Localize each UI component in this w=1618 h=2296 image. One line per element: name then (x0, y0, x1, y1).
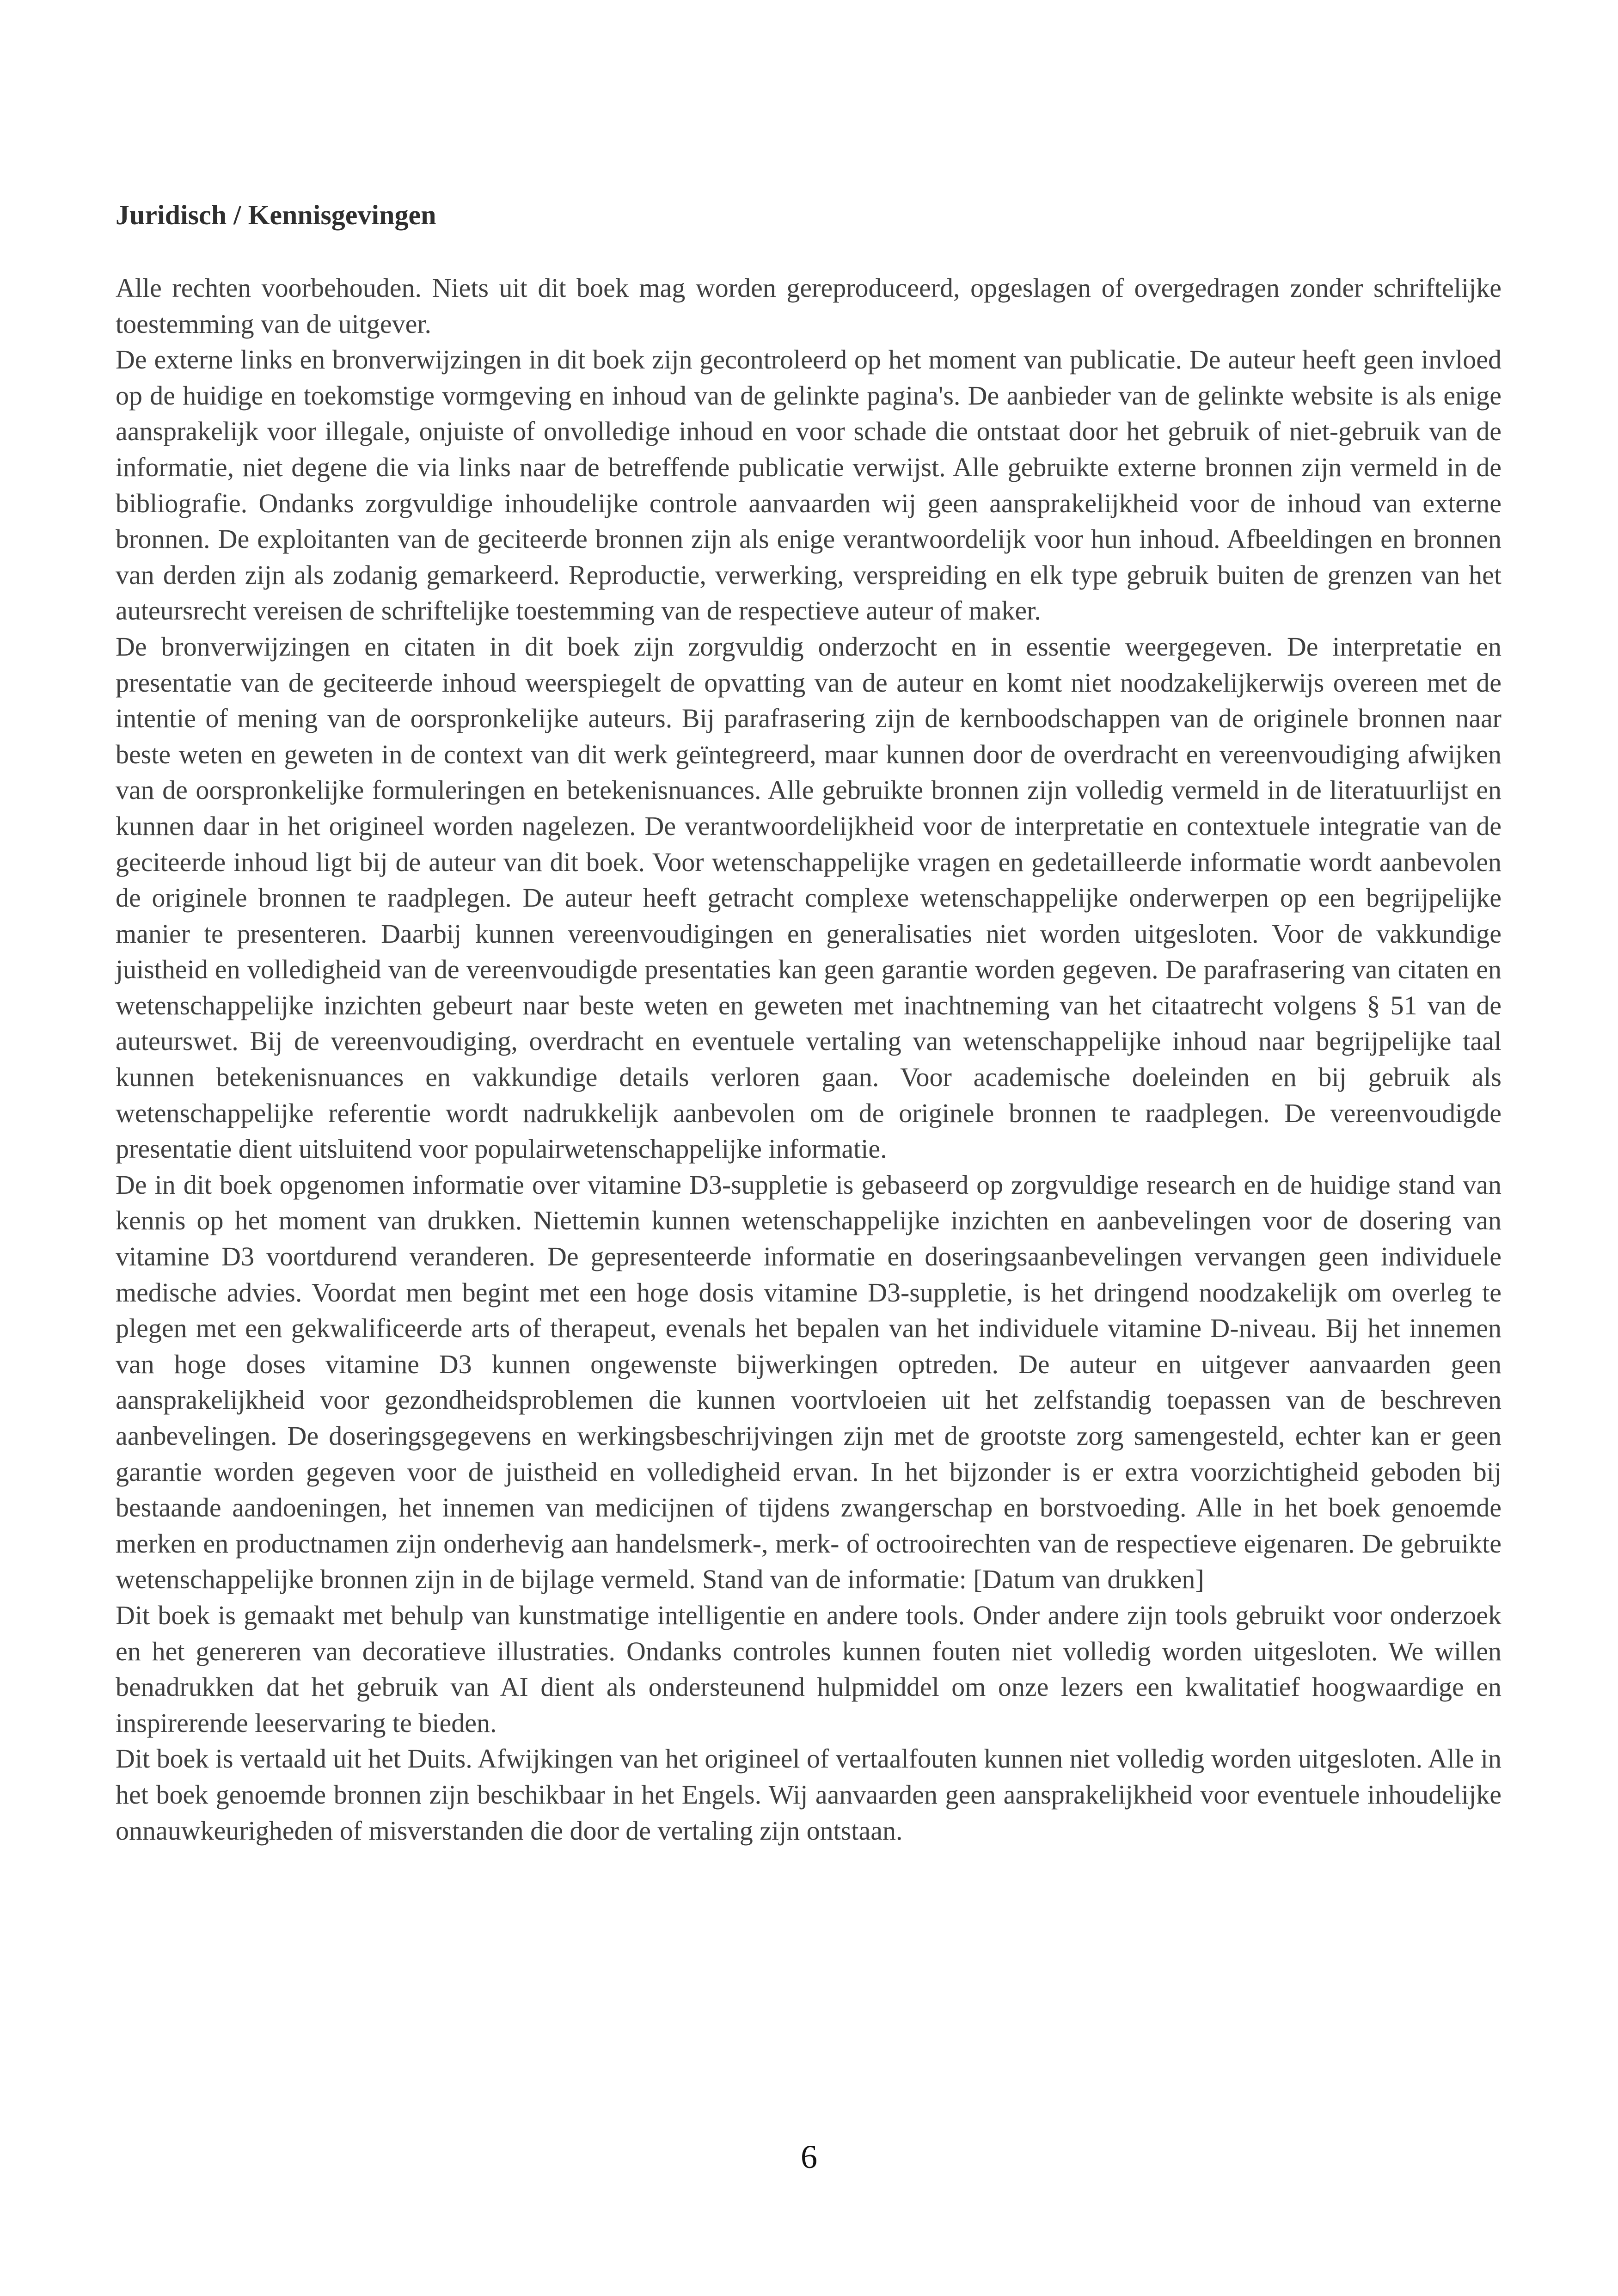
section-heading: Juridisch / Kennisgevingen (116, 200, 436, 230)
paragraph-rights: Alle rechten voorbehouden. Niets uit dit boek mag worden gereproduceerd, opgeslagen of overgedragen zonder schriftelijke toestemming van de uitgever. (116, 273, 1502, 339)
paragraph-translation-notice: Dit boek is vertaald uit het Duits. Afwijkingen van het origineel of vertaalfouten kunnen niet volledig worden uitgesloten. Alle in het boek genoemde bronnen zijn beschikbaar in het Engels. Wij aanvaarden geen aansprakelijkheid voor eventuele inhoudelijke onnauwkeurigheden of misverstanden die door de vertaling zijn ontstaan. (116, 1743, 1502, 1846)
page-number: 6 (801, 2138, 817, 2175)
paragraph-external-links: De externe links en bronverwijzingen in dit boek zijn gecontroleerd op het moment van publicatie. De auteur heeft geen invloed op de huidige en toekomstige vormgeving en inhoud van de gelinkte pagina's. De aanbieder van de gelinkte website is als enige aansprakelijk voor illegale, onjuiste of onvolledige inhoud en voor schade die ontstaat door het gebruik of niet-gebruik van de informatie, niet degene die via links naar de betreffende publicatie verwijst. Alle gebruikte externe bronnen zijn vermeld in de bibliografie. Ondanks zorgvuldige inhoudelijke controle aanvaarden wij geen aansprakelijkheid voor de inhoud van externe bronnen. De exploitanten van de geciteerde bronnen zijn als enige verantwoordelijk voor hun inhoud. Afbeeldingen en bronnen van derden zijn als zodanig gemarkeerd. Reproductie, verwerking, verspreiding en elk type gebruik buiten de grenzen van het auteursrecht vereisen de schriftelijke toestemming van de respectieve auteur of maker. (116, 344, 1502, 626)
paragraph-citations: De bronverwijzingen en citaten in dit boek zijn zorgvuldig onderzocht en in essentie weergegeven. De interpretatie en presentatie van de geciteerde inhoud weerspiegelt de opvatting van de auteur en komt niet noodzakelijkerwijs overeen met de intentie of mening van de oorspronkelijke auteurs. Bij parafrasering zijn de kernboodschappen van de originele bronnen naar beste weten en geweten in de context van dit werk geïntegreerd, maar kunnen door de overdracht en vereenvoudiging afwijken van de oorspronkelijke formuleringen en betekenisnuances. Alle gebruikte bronnen zijn volledig vermeld in de literatuurlijst en kunnen daar in het origineel worden nagelezen. De verantwoordelijkheid voor de interpretatie en contextuele integratie van de geciteerde inhoud ligt bij de auteur van dit boek. Voor wetenschappelijke vragen en gedetailleerde informatie wordt aanbevolen de originele bronnen te raadplegen. De auteur heeft getracht complexe wetenschappelijke onderwerpen op een begrijpelijke manier te presenteren. Daarbij kunnen vereenvoudigingen en generalisaties niet worden uitgesloten. Voor de vakkundige juistheid en volledigheid van de vereenvoudigde presentaties kan geen garantie worden gegeven. De parafrasering van citaten en wetenschappelijke inzichten gebeurt naar beste weten en geweten met inachtneming van het citaatrecht volgens § 51 van de auteurswet. Bij de vereenvoudiging, overdracht en eventuele vertaling van wetenschappelijke inhoud naar begrijpelijke taal kunnen betekenisnuances en vakkundige details verloren gaan. Voor academische doeleinden en bij gebruik als wetenschappelijke referentie wordt nadrukkelijk aanbevolen om de originele bronnen te raadplegen. De vereenvoudigde presentatie dient uitsluitend voor populairwetenschappelijke informatie. (116, 631, 1502, 1164)
legal-notice-body (116, 270, 1502, 1848)
paragraph-medical-disclaimer: De in dit boek opgenomen informatie over vitamine D3-suppletie is gebaseerd op zorgvuldige research en de huidige stand van kennis op het moment van drukken. Niettemin kunnen wetenschappelijke inzichten en aanbevelingen voor de dosering van vitamine D3 voortdurend veranderen. De gepresenteerde informatie en doseringsaanbevelingen vervangen geen individuele medische advies. Voordat men begint met een hoge dosis vitamine D3-suppletie, is het dringend noodzakelijk om overleg te plegen met een gekwalificeerde arts of therapeut, evenals het bepalen van het individuele vitamine D-niveau. Bij het innemen van hoge doses vitamine D3 kunnen ongewenste bijwerkingen optreden. De auteur en uitgever aanvaarden geen aansprakelijkheid voor gezondheidsproblemen die kunnen voortvloeien uit het zelfstandig toepassen van de beschreven aanbevelingen. De doseringsgegevens en werkingsbeschrijvingen zijn met de grootste zorg samengesteld, echter kan er geen garantie worden gegeven voor de juistheid en volledigheid ervan. In het bijzonder is er extra voorzichtigheid geboden bij bestaande aandoeningen, het innemen van medicijnen of tijdens zwangerschap en borstvoeding. Alle in het boek genoemde merken en productnamen zijn onderhevig aan handelsmerk-, merk- of octrooirechten van de respectieve eigenaren. De gebruikte wetenschappelijke bronnen zijn in de bijlage vermeld. Stand van de informatie: [Datum van drukken] (116, 1169, 1502, 1595)
paragraph-ai-notice: Dit boek is gemaakt met behulp van kunstmatige intelligentie en andere tools. Onder andere zijn tools gebruikt voor onderzoek en het genereren van decoratieve illustraties. Ondanks controles kunnen fouten niet volledig worden uitgesloten. We willen benadrukken dat het gebruik van AI dient als ondersteunend hulpmiddel om onze lezers een kwalitatief hoogwaardige en inspirerende leeservaring te bieden. (116, 1600, 1502, 1738)
